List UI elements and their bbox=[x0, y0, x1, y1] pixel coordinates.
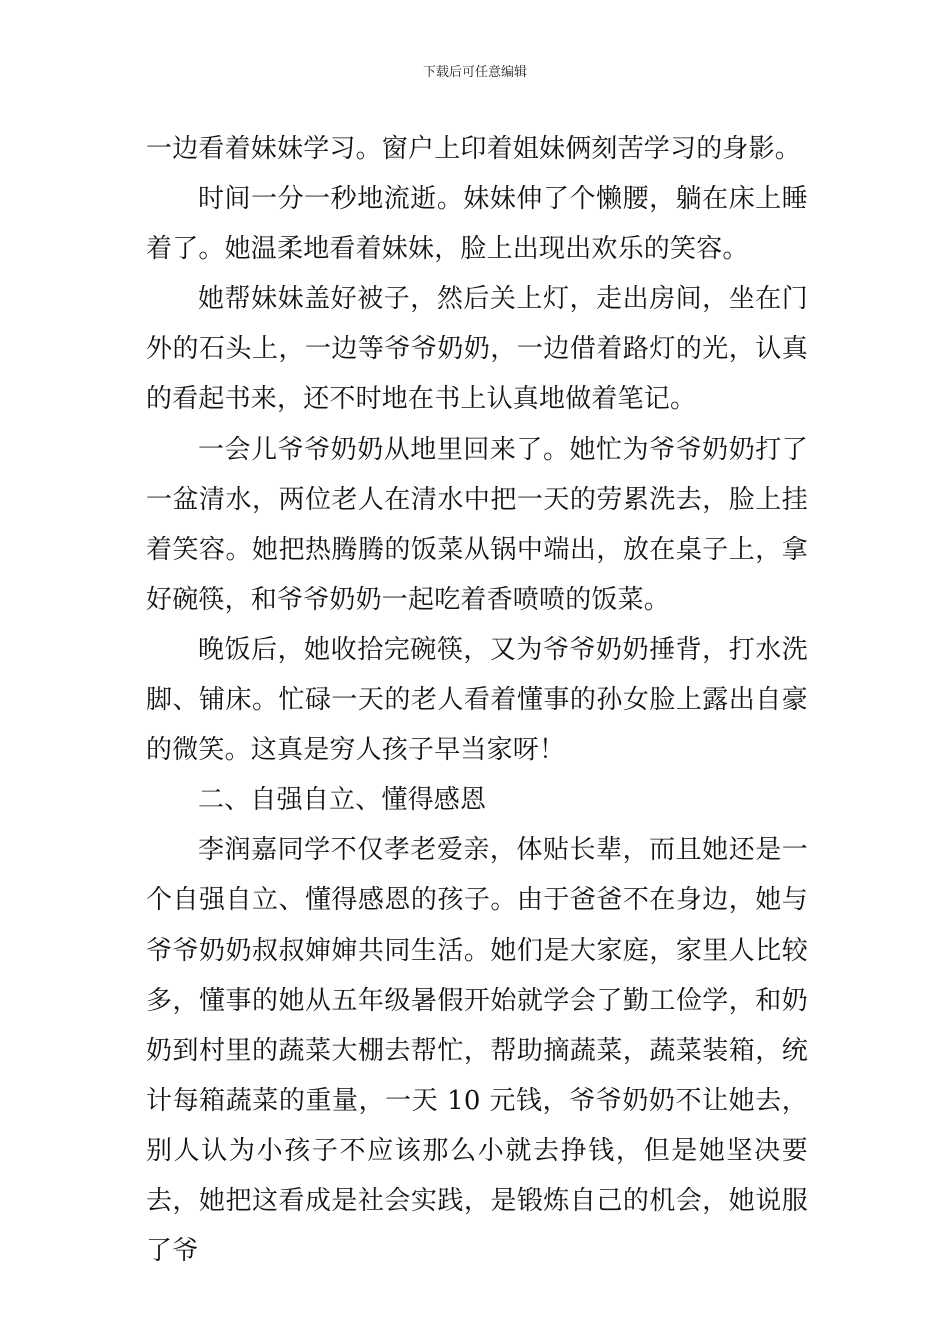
paragraph-3: 她帮妹妹盖好被子，然后关上灯，走出房间，坐在门外的石头上，一边等爷爷奶奶，一边借着路灯的光，认真的看起书来，还不时地在书上认真地做着笔记。 bbox=[146, 284, 808, 415]
paragraph-4: 一会儿爷爷奶奶从地里回来了。她忙为爷爷奶奶打了一盆清水，两位老人在清水中把一天的劳累洗去，脸上挂着笑容。她把热腾腾的饭菜从锅中端出，放在桌子上，拿好碗筷，和爷爷奶奶一起吃着香喷喷的饭菜。 bbox=[146, 434, 808, 615]
document-body bbox=[146, 124, 808, 1276]
page-header: 下载后可任意编辑 bbox=[422, 65, 527, 80]
paragraph-2: 时间一分一秒地流逝。妹妹伸了个懒腰，躺在床上睡着了。她温柔地看着妹妹，脸上出现出欢乐的笑容。 bbox=[146, 184, 808, 265]
section-heading: 二、自强自立、懂得感恩 bbox=[198, 785, 487, 816]
paragraph-1: 一边看着妹妹学习。窗户上印着姐妹俩刻苦学习的身影。 bbox=[146, 134, 802, 164]
paragraph-5: 晚饭后，她收拾完碗筷，又为爷爷奶奶捶背，打水洗脚、铺床。忙碌一天的老人看着懂事的孙女脸上露出自豪的微笑。这真是穷人孩子早当家呀！ bbox=[146, 634, 808, 766]
paragraph-6: 李润嘉同学不仅孝老爱亲，体贴长辈，而且她还是一个自强自立、懂得感恩的孩子。由于爸爸不在身边，她与爷爷奶奶叔叔婶婶共同生活。她们是大家庭，家里人比较多，懂事的她从五年级暑假开始就学会了勤工俭学，和奶奶到村里的蔬菜大棚去帮忙，帮助摘蔬菜，蔬菜装箱，统计每箱蔬菜的重量，一天 10 元钱，爷爷奶奶不让她去，别人认为小孩子不应该那么小就去挣钱，但是她坚决要去，她把这看成是社会实践，是锻炼自己的机会，她说服了爷 bbox=[146, 835, 808, 1267]
